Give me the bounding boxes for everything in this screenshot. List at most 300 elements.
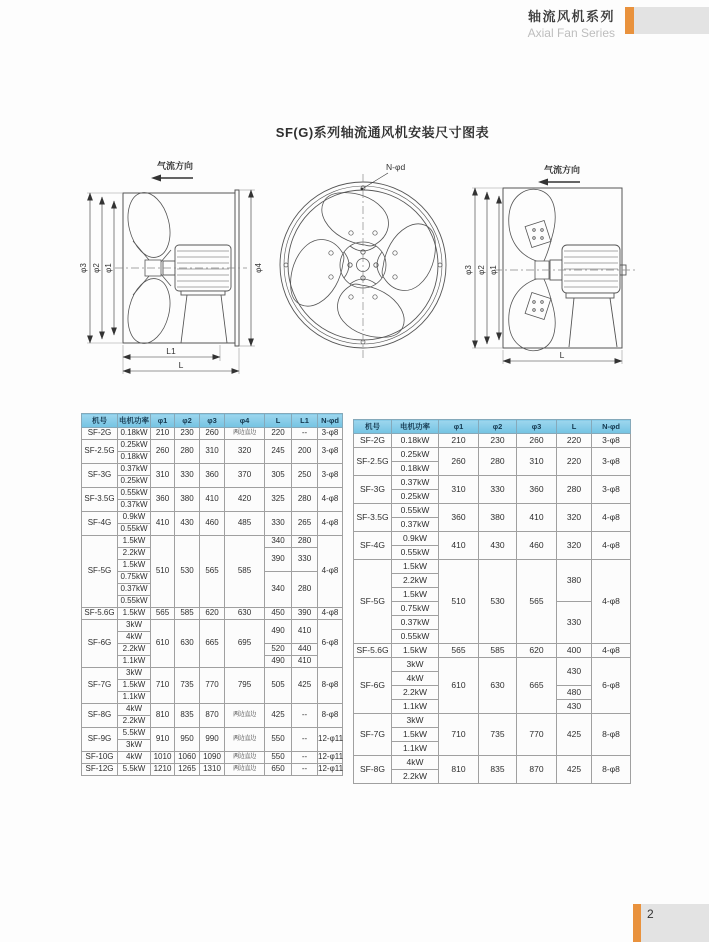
table-cell: 两边直边 [225, 728, 265, 752]
table-cell: 0.25kW [392, 448, 439, 462]
table-cell: 400 [557, 644, 592, 658]
table-cell: SF-2G [354, 434, 392, 448]
page-number: 2 [647, 907, 654, 921]
table-cell: 460 [200, 512, 225, 536]
table-cell: 330 [175, 464, 200, 488]
table-cell: 12-φ11 [318, 728, 343, 752]
table-row [82, 536, 343, 548]
table-cell: 2.2kW [392, 574, 439, 588]
table-cell: 260 [200, 428, 225, 440]
column-header: φ2 [175, 414, 200, 428]
table-cell: 4-φ8 [592, 532, 631, 560]
table-cell: 380 [175, 488, 200, 512]
table-cell: 220 [265, 428, 292, 440]
table-cell: 1.1kW [392, 700, 439, 714]
table-cell: -- [292, 428, 318, 440]
table-cell: 1.5kW [118, 608, 151, 620]
table-cell: SF-3G [82, 464, 118, 488]
table-cell: SF-2G [82, 428, 118, 440]
table-cell: 2.2kW [392, 686, 439, 700]
table-cell: 330 [292, 548, 318, 572]
table-cell: 3kW [392, 658, 439, 672]
table-cell: 3-φ8 [592, 476, 631, 504]
column-header: N-φd [592, 420, 631, 434]
fan-side-view-right-drawing [462, 157, 667, 397]
table-cell: 3kW [118, 668, 151, 680]
table-cell: 4-φ8 [318, 536, 343, 608]
column-header: L1 [292, 414, 318, 428]
table-cell: 490 [265, 620, 292, 644]
column-header: φ3 [200, 414, 225, 428]
table-cell: 0.75kW [392, 602, 439, 616]
table-cell: 665 [200, 620, 225, 668]
table-cell: 3kW [118, 620, 151, 632]
table-cell: SF-9G [82, 728, 118, 752]
table-cell: -- [292, 764, 318, 776]
motor-support [181, 291, 227, 343]
table-cell: 410 [292, 620, 318, 644]
column-header: 电机功率 [392, 420, 439, 434]
table-cell: 305 [265, 464, 292, 488]
table-cell: 505 [265, 668, 292, 704]
table-row [82, 512, 343, 524]
table-row [82, 728, 343, 740]
table-cell: 0.18kW [118, 452, 151, 464]
table-cell: 280 [292, 488, 318, 512]
table-row [82, 440, 343, 452]
table-cell: 410 [292, 656, 318, 668]
table-row [354, 532, 631, 546]
table-cell: -- [292, 728, 318, 752]
dim-label-phi3: φ3 [464, 265, 473, 275]
column-header: N-φd [318, 414, 343, 428]
table-cell: 210 [439, 434, 479, 448]
table-cell: 0.25kW [118, 476, 151, 488]
table-cell: 585 [175, 608, 200, 620]
table-cell: 0.55kW [392, 546, 439, 560]
table-cell: 330 [557, 602, 592, 644]
column-header: L [557, 420, 592, 434]
table-cell: 0.18kW [392, 462, 439, 476]
table-cell: 425 [557, 756, 592, 784]
table-row [82, 704, 343, 716]
table-row [82, 488, 343, 500]
table-cell: 340 [265, 572, 292, 608]
table-cell: 两边直边 [225, 428, 265, 440]
table-cell: 710 [439, 714, 479, 756]
table-cell: 4kW [118, 752, 151, 764]
table-cell: 835 [175, 704, 200, 728]
table-cell: 620 [200, 608, 225, 620]
table-cell: 0.37kW [392, 518, 439, 532]
table-cell: 630 [225, 608, 265, 620]
table-cell: 1.5kW [392, 588, 439, 602]
table-cell: 910 [151, 728, 175, 752]
table-cell: 4kW [118, 632, 151, 644]
table-cell: 4-φ8 [592, 560, 631, 644]
table-cell: 870 [200, 704, 225, 728]
fan-front-view-drawing [278, 158, 463, 368]
table-cell: 710 [151, 668, 175, 704]
table-cell: 550 [265, 728, 292, 752]
table-cell: 0.37kW [118, 584, 151, 596]
table-cell: 480 [557, 686, 592, 700]
table-cell: 0.25kW [392, 490, 439, 504]
table-cell: 260 [151, 440, 175, 464]
table-cell: SF-5G [354, 560, 392, 644]
table-cell: SF-6G [82, 620, 118, 668]
table-cell: 6-φ8 [592, 658, 631, 714]
table-cell: 0.37kW [118, 464, 151, 476]
airflow-arrow-icon [538, 179, 580, 186]
table-cell: 550 [265, 752, 292, 764]
table-cell: 360 [151, 488, 175, 512]
table-row [354, 560, 631, 574]
dimension-table-simple [353, 419, 631, 784]
table-cell: SF-5G [82, 536, 118, 608]
table-cell: 360 [439, 504, 479, 532]
table-row [82, 752, 343, 764]
table-cell: 310 [200, 440, 225, 464]
table-cell: 280 [557, 476, 592, 504]
table-cell: 510 [439, 560, 479, 644]
page-header [528, 6, 615, 40]
table-cell: 260 [439, 448, 479, 476]
header-title-en: Axial Fan Series [527, 26, 615, 40]
page-title: SF(G)系列轴流通风机安装尺寸图表 [275, 125, 490, 140]
table-cell: 1010 [151, 752, 175, 764]
table-cell: 410 [151, 512, 175, 536]
table-cell: 1310 [200, 764, 225, 776]
column-header: φ2 [479, 420, 517, 434]
table-row [354, 644, 631, 658]
table-cell: 1090 [200, 752, 225, 764]
table-cell: 520 [265, 644, 292, 656]
table-cell: 380 [479, 504, 517, 532]
table-cell: 2.2kW [118, 644, 151, 656]
table-cell: SF-5.6G [82, 608, 118, 620]
table-cell: SF-4G [354, 532, 392, 560]
table-cell: 390 [292, 608, 318, 620]
table-cell: 265 [292, 512, 318, 536]
table-row [82, 764, 343, 776]
airflow-direction-label [538, 164, 580, 186]
table-cell: 8-φ8 [318, 668, 343, 704]
header-tab-box [634, 7, 709, 34]
column-header: φ4 [225, 414, 265, 428]
column-header: 电机功率 [118, 414, 151, 428]
table-cell: 4kW [392, 756, 439, 770]
table-cell: 490 [265, 656, 292, 668]
table-cell: 370 [225, 464, 265, 488]
airflow-arrow-icon [151, 175, 193, 182]
table-cell: 280 [479, 448, 517, 476]
table-cell: 990 [200, 728, 225, 752]
table-cell: 410 [439, 532, 479, 560]
table-cell: 310 [517, 448, 557, 476]
table-cell: SF-3G [354, 476, 392, 504]
table-cell: 3-φ8 [318, 464, 343, 488]
table-cell: 610 [439, 658, 479, 714]
table-cell: 650 [265, 764, 292, 776]
table-cell: 565 [200, 536, 225, 608]
table-cell: 0.18kW [392, 434, 439, 448]
table-cell: 4kW [118, 704, 151, 716]
table-row [354, 434, 631, 448]
table-cell: 220 [557, 448, 592, 476]
table-row [354, 658, 631, 672]
footer-accent-bar [633, 904, 641, 942]
dim-label-phi2: φ2 [92, 263, 101, 273]
table-cell: 6-φ8 [318, 620, 343, 668]
table-cell: 3-φ8 [318, 428, 343, 440]
table-cell: 0.25kW [118, 440, 151, 452]
airflow-text: 气流方向 [543, 165, 581, 175]
table-cell: 430 [557, 658, 592, 686]
table-cell: 12-φ11 [318, 752, 343, 764]
table-cell: 735 [175, 668, 200, 704]
table-cell: SF-12G [82, 764, 118, 776]
dim-label-L: L [559, 350, 565, 360]
table-cell: 810 [151, 704, 175, 728]
table-cell: 3-φ8 [592, 448, 631, 476]
dim-label-phi1: φ1 [489, 265, 498, 275]
table-cell: 0.18kW [118, 428, 151, 440]
table-cell: SF-8G [82, 704, 118, 728]
table-cell: SF-3.5G [354, 504, 392, 532]
table-cell: 565 [151, 608, 175, 620]
table-cell: 425 [265, 704, 292, 728]
table-cell: 3kW [118, 740, 151, 752]
airflow-direction-label [151, 160, 193, 182]
table-cell: 12-φ11 [318, 764, 343, 776]
motor [550, 245, 626, 293]
table-cell: 0.55kW [392, 630, 439, 644]
table-cell: 200 [292, 440, 318, 464]
table-cell: 5.5kW [118, 764, 151, 776]
table-cell: 325 [265, 488, 292, 512]
table-cell: 390 [265, 548, 292, 572]
table-cell: 4-φ8 [592, 644, 631, 658]
table-cell: 4-φ8 [318, 608, 343, 620]
table-cell: 两边直边 [225, 764, 265, 776]
table-cell: 0.9kW [392, 532, 439, 546]
table-cell: 230 [479, 434, 517, 448]
table-cell: 1.1kW [118, 692, 151, 704]
dim-label-phi4: φ4 [254, 263, 263, 273]
table-row [82, 464, 343, 476]
table-cell: 0.9kW [118, 512, 151, 524]
table-cell: 735 [479, 714, 517, 756]
table-cell: 250 [292, 464, 318, 488]
table-cell: SF-7G [82, 668, 118, 704]
table-cell: 420 [225, 488, 265, 512]
table-row [82, 620, 343, 632]
column-header: 机号 [82, 414, 118, 428]
table-cell: 0.55kW [392, 504, 439, 518]
table-cell: 630 [175, 620, 200, 668]
table-cell: 4-φ8 [318, 488, 343, 512]
table-cell: 4-φ8 [318, 512, 343, 536]
dim-label-phi2: φ2 [477, 265, 486, 275]
table-cell: 320 [557, 532, 592, 560]
table-cell: 245 [265, 440, 292, 464]
table-cell: 585 [225, 536, 265, 608]
table-cell: 665 [517, 658, 557, 714]
table-cell: 1.1kW [118, 656, 151, 668]
table-cell: 330 [479, 476, 517, 504]
table-cell: 430 [175, 512, 200, 536]
table-cell: SF-10G [82, 752, 118, 764]
table-cell: 835 [479, 756, 517, 784]
dim-label-L1: L1 [166, 346, 176, 356]
table-cell: 425 [292, 668, 318, 704]
header-title-cn: 轴流风机系列 [527, 9, 615, 24]
column-header: φ1 [439, 420, 479, 434]
header-row [82, 414, 343, 428]
table-cell: -- [292, 752, 318, 764]
column-header: φ1 [151, 414, 175, 428]
table-cell: 0.55kW [118, 596, 151, 608]
table-cell: 1210 [151, 764, 175, 776]
motor-support [566, 293, 617, 347]
table-cell: 485 [225, 512, 265, 536]
column-header: φ3 [517, 420, 557, 434]
header-row [354, 420, 631, 434]
dim-label-L: L [178, 360, 184, 370]
table-cell: 810 [439, 756, 479, 784]
table-cell: SF-4G [82, 512, 118, 536]
table-cell: 870 [517, 756, 557, 784]
table-cell: 1060 [175, 752, 200, 764]
table-cell: 410 [517, 504, 557, 532]
table-cell: 0.37kW [392, 616, 439, 630]
table-cell: 1.5kW [392, 644, 439, 658]
table-cell: 950 [175, 728, 200, 752]
table-cell: 两边直边 [225, 704, 265, 728]
table-cell: 770 [517, 714, 557, 756]
table-cell: 4-φ8 [592, 504, 631, 532]
table-cell: 4kW [392, 672, 439, 686]
table-cell: 3kW [392, 714, 439, 728]
column-header: 机号 [354, 420, 392, 434]
table-cell: 1.5kW [118, 560, 151, 572]
table-cell: 340 [265, 536, 292, 548]
table-cell: 330 [265, 512, 292, 536]
table-cell: 5.5kW [118, 728, 151, 740]
table-cell: 1.5kW [392, 728, 439, 742]
table-row [354, 448, 631, 462]
table-cell: 0.37kW [118, 500, 151, 512]
dimension-table-with-L1 [81, 413, 343, 776]
table-cell: 0.75kW [118, 572, 151, 584]
table-cell: 220 [557, 434, 592, 448]
airflow-text: 气流方向 [156, 161, 194, 171]
table-cell: 510 [151, 536, 175, 608]
table-cell: 430 [557, 700, 592, 714]
table-cell: 1.5kW [118, 680, 151, 692]
table-cell: 360 [200, 464, 225, 488]
table-cell: 585 [479, 644, 517, 658]
table-cell: SF-5.6G [354, 644, 392, 658]
table-cell: 610 [151, 620, 175, 668]
table-row [82, 428, 343, 440]
table-cell: SF-8G [354, 756, 392, 784]
table-cell: 0.55kW [118, 524, 151, 536]
table-cell: 3-φ8 [592, 434, 631, 448]
table-cell: SF-2.5G [82, 440, 118, 464]
table-cell: 630 [479, 658, 517, 714]
table-cell: 230 [175, 428, 200, 440]
table-cell: 440 [292, 644, 318, 656]
table-cell: 565 [517, 560, 557, 644]
table-cell: SF-7G [354, 714, 392, 756]
table-cell: 280 [292, 536, 318, 548]
table-cell: 8-φ8 [592, 756, 631, 784]
table-cell: 1.5kW [118, 536, 151, 548]
table-cell: 795 [225, 668, 265, 704]
table-cell: 320 [557, 504, 592, 532]
table-cell: 430 [479, 532, 517, 560]
table-cell: 8-φ8 [318, 704, 343, 728]
header-accent-bar [625, 7, 634, 34]
table-cell: -- [292, 704, 318, 728]
table-cell: 425 [557, 714, 592, 756]
table-cell: 460 [517, 532, 557, 560]
table-cell: 3-φ8 [318, 440, 343, 464]
table-cell: 2.2kW [392, 770, 439, 784]
dim-label-phi3: φ3 [79, 263, 88, 273]
table-row [354, 476, 631, 490]
table-row [354, 504, 631, 518]
table-cell: 280 [292, 572, 318, 608]
table-row [354, 714, 631, 728]
table-cell: 310 [439, 476, 479, 504]
table-cell: 310 [151, 464, 175, 488]
table-row [82, 668, 343, 680]
table-cell: 530 [175, 536, 200, 608]
table-cell: 280 [175, 440, 200, 464]
table-cell: 450 [265, 608, 292, 620]
table-cell: SF-6G [354, 658, 392, 714]
table-cell: 8-φ8 [592, 714, 631, 756]
table-cell: SF-2.5G [354, 448, 392, 476]
fan-side-view-left-drawing [75, 155, 275, 395]
table-cell: 410 [200, 488, 225, 512]
table-cell: 320 [225, 440, 265, 464]
table-cell: 260 [517, 434, 557, 448]
table-cell: SF-3.5G [82, 488, 118, 512]
table-cell: 565 [439, 644, 479, 658]
table-cell: 2.2kW [118, 548, 151, 560]
table-cell: 1265 [175, 764, 200, 776]
dim-label-phi1: φ1 [104, 263, 113, 273]
table-cell: 530 [479, 560, 517, 644]
table-row [354, 756, 631, 770]
table-cell: 1.5kW [392, 560, 439, 574]
table-cell: 1.1kW [392, 742, 439, 756]
table-cell: 0.55kW [118, 488, 151, 500]
dim-label-bolt-circle: N-φd [386, 162, 406, 172]
table-cell: 210 [151, 428, 175, 440]
table-cell: 360 [517, 476, 557, 504]
table-cell: 2.2kW [118, 716, 151, 728]
table-cell: 770 [200, 668, 225, 704]
table-row [82, 608, 343, 620]
table-cell: 620 [517, 644, 557, 658]
table-cell: 0.37kW [392, 476, 439, 490]
table-cell: 380 [557, 560, 592, 602]
